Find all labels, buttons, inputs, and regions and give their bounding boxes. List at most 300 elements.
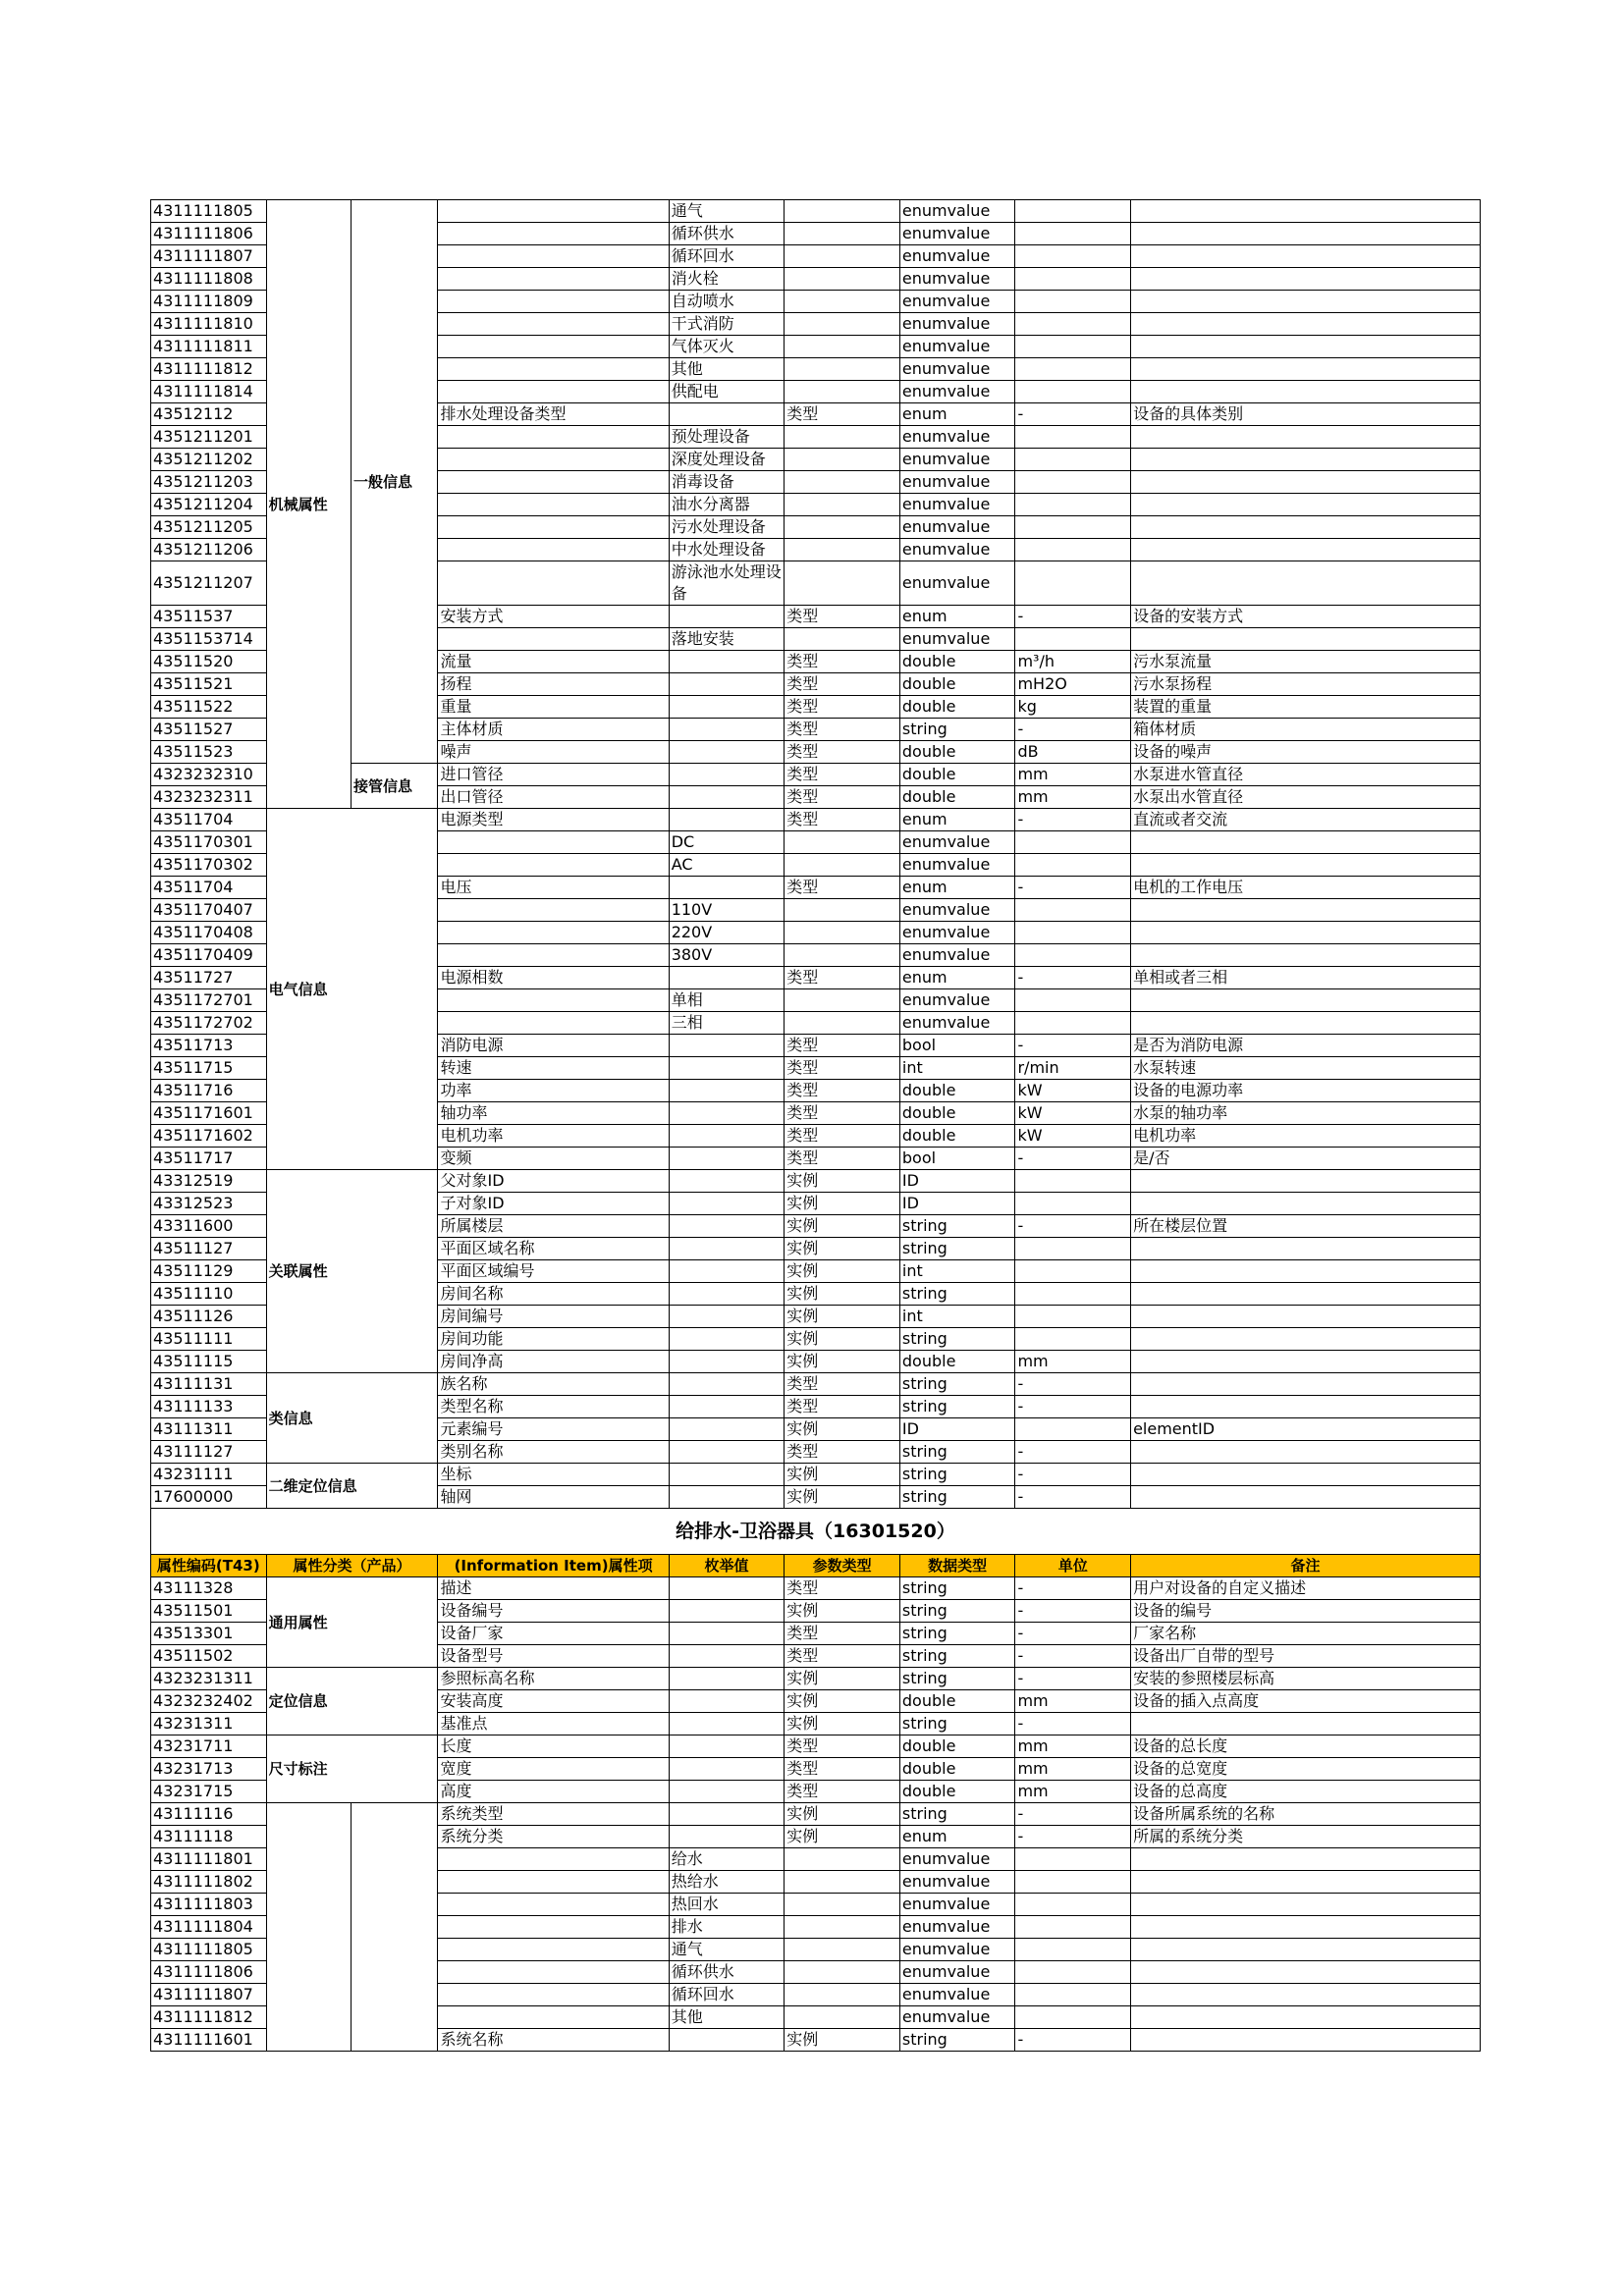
param-type-cell: 实例	[785, 1328, 900, 1351]
item-cell: 进口管径	[438, 764, 669, 786]
code-cell: 4311111806	[151, 223, 267, 245]
unit-cell	[1015, 1238, 1131, 1260]
remark-cell	[1131, 471, 1481, 494]
unit-cell	[1015, 1283, 1131, 1306]
unit-cell: -	[1015, 1215, 1131, 1238]
enum-cell: 落地安装	[669, 628, 785, 651]
remark-cell	[1131, 1871, 1481, 1894]
unit-cell: kW	[1015, 1125, 1131, 1148]
enum-cell	[669, 1396, 785, 1418]
unit-cell	[1015, 471, 1131, 494]
unit-cell	[1015, 922, 1131, 944]
enum-cell	[669, 1373, 785, 1396]
unit-cell	[1015, 200, 1131, 223]
remark-cell: 设备的总高度	[1131, 1781, 1481, 1803]
remark-cell	[1131, 1238, 1481, 1260]
enum-cell: 排水	[669, 1916, 785, 1939]
item-cell	[438, 358, 669, 381]
item-cell: 设备编号	[438, 1600, 669, 1623]
enum-cell: 给水	[669, 1848, 785, 1871]
unit-cell: -	[1015, 967, 1131, 989]
param-type-cell	[785, 358, 900, 381]
data-type-cell: enumvalue	[899, 899, 1015, 922]
enum-cell: 消火栓	[669, 268, 785, 291]
data-type-cell: enumvalue	[899, 358, 1015, 381]
unit-cell	[1015, 1916, 1131, 1939]
group-dimension: 尺寸标注	[266, 1735, 438, 1803]
param-type-cell: 实例	[785, 1193, 900, 1215]
param-type-cell	[785, 1012, 900, 1035]
param-type-cell: 类型	[785, 764, 900, 786]
remark-cell	[1131, 1713, 1481, 1735]
table-row	[151, 200, 1481, 223]
data-type-cell: enumvalue	[899, 831, 1015, 854]
header-param-type: 参数类型	[785, 1555, 900, 1577]
item-cell	[438, 245, 669, 268]
enum-cell	[669, 1035, 785, 1057]
enum-cell: 预处理设备	[669, 426, 785, 449]
enum-cell	[669, 741, 785, 764]
remark-cell: 设备的噪声	[1131, 741, 1481, 764]
data-type-cell: double	[899, 1758, 1015, 1781]
enum-cell	[669, 1418, 785, 1441]
data-type-cell: enumvalue	[899, 2006, 1015, 2029]
data-type-cell: enumvalue	[899, 539, 1015, 561]
code-cell: 4311111805	[151, 200, 267, 223]
code-cell: 43511501	[151, 1600, 267, 1623]
data-type-cell: bool	[899, 1035, 1015, 1057]
param-type-cell: 类型	[785, 1645, 900, 1668]
param-type-cell: 类型	[785, 1758, 900, 1781]
item-cell: 平面区域名称	[438, 1238, 669, 1260]
code-cell: 4311111803	[151, 1894, 267, 1916]
param-type-cell: 类型	[785, 1623, 900, 1645]
remark-cell: 水泵的轴功率	[1131, 1102, 1481, 1125]
code-cell: 4311111805	[151, 1939, 267, 1961]
enum-cell	[669, 1713, 785, 1735]
remark-cell	[1131, 268, 1481, 291]
item-cell: 系统分类	[438, 1826, 669, 1848]
code-cell: 4351153714	[151, 628, 267, 651]
param-type-cell: 类型	[785, 967, 900, 989]
item-cell: 消防电源	[438, 1035, 669, 1057]
unit-cell: kW	[1015, 1080, 1131, 1102]
enum-cell	[669, 1577, 785, 1600]
unit-cell: -	[1015, 1373, 1131, 1396]
section-title: 给排水-卫浴器具（16301520）	[151, 1509, 1481, 1555]
unit-cell: -	[1015, 606, 1131, 628]
unit-cell	[1015, 381, 1131, 403]
data-type-cell: bool	[899, 1148, 1015, 1170]
enum-cell	[669, 1803, 785, 1826]
item-cell: 类型名称	[438, 1396, 669, 1418]
enum-cell: 气体灭火	[669, 336, 785, 358]
data-type-cell: string	[899, 1668, 1015, 1690]
code-cell: 43511713	[151, 1035, 267, 1057]
unit-cell	[1015, 944, 1131, 967]
code-cell: 43111127	[151, 1441, 267, 1464]
remark-cell: elementID	[1131, 1418, 1481, 1441]
item-cell: 主体材质	[438, 719, 669, 741]
item-cell: 流量	[438, 651, 669, 673]
param-type-cell: 类型	[785, 1781, 900, 1803]
item-cell	[438, 1848, 669, 1871]
item-cell	[438, 1939, 669, 1961]
code-cell: 4311111809	[151, 291, 267, 313]
data-type-cell: enumvalue	[899, 854, 1015, 877]
data-type-cell: enumvalue	[899, 494, 1015, 516]
item-cell	[438, 449, 669, 471]
item-cell: 基准点	[438, 1713, 669, 1735]
remark-cell: 电机的工作电压	[1131, 877, 1481, 899]
enum-cell: DC	[669, 831, 785, 854]
data-type-cell: enumvalue	[899, 944, 1015, 967]
enum-cell	[669, 1690, 785, 1713]
enum-cell: 游泳池水处理设备	[669, 561, 785, 606]
remark-cell: 设备的插入点高度	[1131, 1690, 1481, 1713]
remark-cell: 设备的具体类别	[1131, 403, 1481, 426]
item-cell	[438, 1916, 669, 1939]
item-cell	[438, 336, 669, 358]
code-cell: 4311111814	[151, 381, 267, 403]
param-type-cell	[785, 426, 900, 449]
data-type-cell: enum	[899, 877, 1015, 899]
item-cell: 功率	[438, 1080, 669, 1102]
enum-cell	[669, 1148, 785, 1170]
param-type-cell: 类型	[785, 1057, 900, 1080]
data-type-cell: enumvalue	[899, 1012, 1015, 1035]
unit-cell	[1015, 628, 1131, 651]
param-type-cell	[785, 1984, 900, 2006]
unit-cell	[1015, 854, 1131, 877]
param-type-cell: 实例	[785, 1826, 900, 1848]
code-cell: 43512112	[151, 403, 267, 426]
code-cell: 4351172702	[151, 1012, 267, 1035]
unit-cell: mm	[1015, 1690, 1131, 1713]
code-cell: 43511727	[151, 967, 267, 989]
item-cell: 设备型号	[438, 1645, 669, 1668]
item-cell: 安装高度	[438, 1690, 669, 1713]
code-cell: 43111118	[151, 1826, 267, 1848]
unit-cell: kg	[1015, 696, 1131, 719]
remark-cell	[1131, 1260, 1481, 1283]
param-type-cell: 类型	[785, 877, 900, 899]
data-type-cell: enumvalue	[899, 922, 1015, 944]
code-cell: 43511520	[151, 651, 267, 673]
enum-cell: 110V	[669, 899, 785, 922]
remark-cell	[1131, 381, 1481, 403]
remark-cell: 是/否	[1131, 1148, 1481, 1170]
item-cell: 系统类型	[438, 1803, 669, 1826]
enum-cell	[669, 1215, 785, 1238]
param-type-cell: 实例	[785, 1464, 900, 1486]
enum-cell	[669, 1328, 785, 1351]
item-cell: 描述	[438, 1577, 669, 1600]
group-electrical: 电气信息	[266, 809, 438, 1170]
code-cell: 4323232311	[151, 786, 267, 809]
remark-cell	[1131, 1012, 1481, 1035]
item-cell: 坐标	[438, 1464, 669, 1486]
enum-cell	[669, 1758, 785, 1781]
data-type-cell: double	[899, 651, 1015, 673]
item-cell: 房间功能	[438, 1328, 669, 1351]
code-cell: 4351170409	[151, 944, 267, 967]
remark-cell: 所在楼层位置	[1131, 1215, 1481, 1238]
remark-cell	[1131, 1373, 1481, 1396]
data-type-cell: enumvalue	[899, 291, 1015, 313]
code-cell: 43513301	[151, 1623, 267, 1645]
item-cell: 变频	[438, 1148, 669, 1170]
enum-cell	[669, 967, 785, 989]
enum-cell: 循环供水	[669, 223, 785, 245]
data-type-cell: enumvalue	[899, 449, 1015, 471]
param-type-cell	[785, 944, 900, 967]
table-row	[151, 1735, 1481, 1758]
enum-cell	[669, 1464, 785, 1486]
param-type-cell	[785, 336, 900, 358]
remark-cell	[1131, 1916, 1481, 1939]
code-cell: 43511126	[151, 1306, 267, 1328]
enum-cell	[669, 1351, 785, 1373]
enum-cell: 循环回水	[669, 1984, 785, 2006]
item-cell	[438, 1984, 669, 2006]
code-cell: 43231711	[151, 1735, 267, 1758]
code-cell: 4351170408	[151, 922, 267, 944]
param-type-cell: 实例	[785, 1215, 900, 1238]
item-cell: 转速	[438, 1057, 669, 1080]
param-type-cell: 类型	[785, 1441, 900, 1464]
enum-cell: 消毒设备	[669, 471, 785, 494]
remark-cell	[1131, 2006, 1481, 2029]
table-row	[151, 764, 1481, 786]
param-type-cell: 类型	[785, 1148, 900, 1170]
remark-cell	[1131, 494, 1481, 516]
enum-cell	[669, 719, 785, 741]
enum-cell	[669, 786, 785, 809]
item-cell	[438, 200, 669, 223]
unit-cell	[1015, 336, 1131, 358]
group-class-info: 类信息	[266, 1373, 438, 1464]
enum-cell	[669, 1645, 785, 1668]
code-cell: 4311111812	[151, 358, 267, 381]
remark-cell	[1131, 944, 1481, 967]
item-cell: 父对象ID	[438, 1170, 669, 1193]
code-cell: 43111328	[151, 1577, 267, 1600]
enum-cell: 干式消防	[669, 313, 785, 336]
code-cell: 4351211206	[151, 539, 267, 561]
unit-cell	[1015, 1012, 1131, 1035]
unit-cell	[1015, 1170, 1131, 1193]
unit-cell	[1015, 1418, 1131, 1441]
unit-cell	[1015, 1894, 1131, 1916]
enum-cell: 单相	[669, 989, 785, 1012]
item-cell	[438, 944, 669, 967]
unit-cell: -	[1015, 1600, 1131, 1623]
remark-cell	[1131, 516, 1481, 539]
param-type-cell	[785, 989, 900, 1012]
enum-cell	[669, 1735, 785, 1758]
remark-cell	[1131, 245, 1481, 268]
param-type-cell	[785, 516, 900, 539]
unit-cell: -	[1015, 1148, 1131, 1170]
enum-cell	[669, 1260, 785, 1283]
param-type-cell	[785, 831, 900, 854]
remark-cell	[1131, 831, 1481, 854]
item-cell	[438, 494, 669, 516]
remark-cell: 设备的编号	[1131, 1600, 1481, 1623]
param-type-cell: 类型	[785, 651, 900, 673]
item-cell: 高度	[438, 1781, 669, 1803]
enum-cell: 三相	[669, 1012, 785, 1035]
remark-cell: 设备的总宽度	[1131, 1758, 1481, 1781]
unit-cell	[1015, 561, 1131, 606]
remark-cell: 水泵转速	[1131, 1057, 1481, 1080]
unit-cell: -	[1015, 877, 1131, 899]
remark-cell: 厂家名称	[1131, 1623, 1481, 1645]
remark-cell	[1131, 2029, 1481, 2052]
param-type-cell: 类型	[785, 403, 900, 426]
code-cell: 17600000	[151, 1486, 267, 1509]
table-row	[151, 1577, 1481, 1600]
group-2d-positioning: 二维定位信息	[266, 1464, 438, 1509]
remark-cell	[1131, 899, 1481, 922]
unit-cell	[1015, 1260, 1131, 1283]
enum-cell	[669, 1826, 785, 1848]
code-cell: 4351211203	[151, 471, 267, 494]
param-type-cell	[785, 922, 900, 944]
param-type-cell: 类型	[785, 786, 900, 809]
code-cell: 43311600	[151, 1215, 267, 1238]
enum-cell	[669, 1238, 785, 1260]
unit-cell: -	[1015, 1803, 1131, 1826]
item-cell	[438, 989, 669, 1012]
param-type-cell: 类型	[785, 741, 900, 764]
unit-cell	[1015, 426, 1131, 449]
data-type-cell: string	[899, 1803, 1015, 1826]
table-row	[151, 1803, 1481, 1826]
item-cell: 轴网	[438, 1486, 669, 1509]
table-row	[151, 1373, 1481, 1396]
data-type-cell: enumvalue	[899, 381, 1015, 403]
data-type-cell: string	[899, 1645, 1015, 1668]
item-cell	[438, 561, 669, 606]
item-cell: 电压	[438, 877, 669, 899]
code-cell: 43231715	[151, 1781, 267, 1803]
unit-cell	[1015, 1193, 1131, 1215]
data-type-cell: enumvalue	[899, 1848, 1015, 1871]
item-cell: 宽度	[438, 1758, 669, 1781]
remark-cell	[1131, 539, 1481, 561]
param-type-cell: 实例	[785, 2029, 900, 2052]
enum-cell	[669, 1600, 785, 1623]
item-cell	[438, 899, 669, 922]
data-type-cell: string	[899, 1713, 1015, 1735]
param-type-cell: 类型	[785, 1102, 900, 1125]
enum-cell	[669, 696, 785, 719]
remark-cell: 设备的安装方式	[1131, 606, 1481, 628]
remark-cell	[1131, 1848, 1481, 1871]
enum-cell	[669, 1193, 785, 1215]
enum-cell	[669, 1080, 785, 1102]
group-piping-info: 接管信息	[352, 764, 438, 809]
unit-cell	[1015, 2006, 1131, 2029]
remark-cell	[1131, 1961, 1481, 1984]
remark-cell	[1131, 561, 1481, 606]
data-type-cell: double	[899, 1351, 1015, 1373]
unit-cell	[1015, 1961, 1131, 1984]
item-cell	[438, 1012, 669, 1035]
enum-cell	[669, 403, 785, 426]
data-type-cell: enumvalue	[899, 200, 1015, 223]
enum-cell: 供配电	[669, 381, 785, 403]
item-cell	[438, 223, 669, 245]
enum-cell: 循环供水	[669, 1961, 785, 1984]
enum-cell: 热回水	[669, 1894, 785, 1916]
enum-cell	[669, 673, 785, 696]
code-cell: 43511537	[151, 606, 267, 628]
item-cell: 长度	[438, 1735, 669, 1758]
unit-cell: r/min	[1015, 1057, 1131, 1080]
item-cell: 设备厂家	[438, 1623, 669, 1645]
data-type-cell: enumvalue	[899, 245, 1015, 268]
code-cell: 43231111	[151, 1464, 267, 1486]
data-type-cell: enumvalue	[899, 1894, 1015, 1916]
data-type-cell: enumvalue	[899, 516, 1015, 539]
param-type-cell	[785, 494, 900, 516]
remark-cell: 电机功率	[1131, 1125, 1481, 1148]
remark-cell	[1131, 1894, 1481, 1916]
item-cell	[438, 426, 669, 449]
param-type-cell	[785, 1961, 900, 1984]
data-type-cell: enumvalue	[899, 561, 1015, 606]
group-empty	[266, 1803, 351, 2052]
item-cell	[438, 1961, 669, 1984]
data-type-cell: string	[899, 1328, 1015, 1351]
param-type-cell: 类型	[785, 1396, 900, 1418]
item-cell	[438, 381, 669, 403]
remark-cell: 设备的电源功率	[1131, 1080, 1481, 1102]
unit-cell: mm	[1015, 1758, 1131, 1781]
enum-cell	[669, 877, 785, 899]
item-cell	[438, 854, 669, 877]
param-type-cell	[785, 449, 900, 471]
unit-cell: -	[1015, 1396, 1131, 1418]
item-cell: 房间编号	[438, 1306, 669, 1328]
param-type-cell	[785, 628, 900, 651]
table-row	[151, 1464, 1481, 1486]
enum-cell	[669, 2029, 785, 2052]
code-cell: 43511716	[151, 1080, 267, 1102]
item-cell	[438, 2006, 669, 2029]
spreadsheet-page	[150, 199, 1481, 2052]
enum-cell: 热给水	[669, 1871, 785, 1894]
code-cell: 4311111601	[151, 2029, 267, 2052]
remark-cell: 所属的系统分类	[1131, 1826, 1481, 1848]
unit-cell: mH2O	[1015, 673, 1131, 696]
group-positioning: 定位信息	[266, 1668, 438, 1735]
unit-cell: mm	[1015, 764, 1131, 786]
item-cell	[438, 831, 669, 854]
enum-cell	[669, 1623, 785, 1645]
attribute-table	[150, 199, 1481, 2052]
enum-cell: 通气	[669, 1939, 785, 1961]
code-cell: 43111131	[151, 1373, 267, 1396]
remark-cell	[1131, 336, 1481, 358]
header-row	[151, 1555, 1481, 1577]
item-cell: 元素编号	[438, 1418, 669, 1441]
remark-cell	[1131, 1328, 1481, 1351]
remark-cell	[1131, 1193, 1481, 1215]
